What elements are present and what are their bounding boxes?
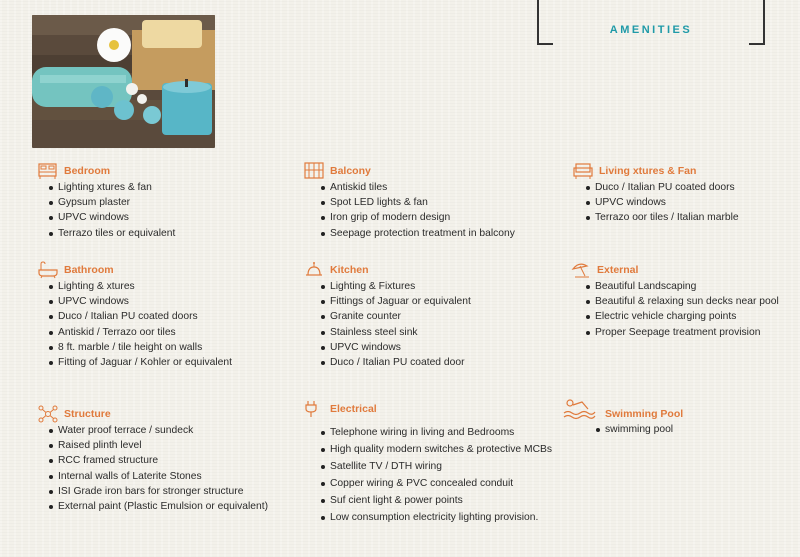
section-title: Kitchen <box>330 264 369 276</box>
amenities-title-frame <box>537 0 765 45</box>
page-title: AMENITIES <box>609 24 693 36</box>
list-item: Duco / Italian PU coated door <box>318 355 471 370</box>
list-item: Spot LED lights & fan <box>318 195 515 210</box>
bathtub-icon <box>38 261 58 279</box>
list-item: Terrazo oor tiles / Italian marble <box>583 210 739 225</box>
list-item: Raised plinth level <box>46 438 268 453</box>
list-item: swimming pool <box>593 422 683 437</box>
section-title: Living xtures & Fan <box>599 165 697 177</box>
list-item: Iron grip of modern design <box>318 210 515 225</box>
umbrella-icon <box>571 261 591 279</box>
kitchen-icon <box>304 261 324 279</box>
list-item: Fitting of Jaguar / Kohler or equivalent <box>46 355 232 370</box>
section-title: Balcony <box>330 165 371 177</box>
frame-corner-right <box>749 43 765 45</box>
list-item: Lighting xtures & fan <box>46 180 175 195</box>
section-title: Electrical <box>330 403 377 415</box>
list-item: Electric vehicle charging points <box>583 309 779 324</box>
list-item: Lighting & xtures <box>46 279 232 294</box>
bed-icon <box>38 162 58 180</box>
list-item: ISI Grade iron bars for stronger structure <box>46 484 268 499</box>
section-swimming-pool <box>562 398 683 437</box>
structure-icon <box>38 405 58 423</box>
list-item: Granite counter <box>318 309 471 324</box>
list-item: Gypsum plaster <box>46 195 175 210</box>
list-item: Low consumption electricity lighting provision. <box>318 510 552 527</box>
list-item: Proper Seepage treatment provision <box>583 325 779 340</box>
section-structure <box>38 406 268 514</box>
sofa-icon <box>573 162 593 180</box>
list-item: UPVC windows <box>318 340 471 355</box>
plug-icon <box>304 400 324 418</box>
list-item: Telephone wiring in living and Bedrooms <box>318 425 552 442</box>
section-living <box>573 163 739 226</box>
swimmer-icon <box>562 398 596 420</box>
list-item: UPVC windows <box>583 195 739 210</box>
list-item: Beautiful & relaxing sun decks near pool <box>583 294 779 309</box>
list-item: Satellite TV / DTH wiring <box>318 459 552 476</box>
list-item: Stainless steel sink <box>318 325 471 340</box>
spa-image <box>32 15 215 148</box>
list-item: UPVC windows <box>46 294 232 309</box>
list-item: Fittings of Jaguar or equivalent <box>318 294 471 309</box>
list-item: RCC framed structure <box>46 453 268 468</box>
frame-corner-left <box>537 43 553 45</box>
list-item: Lighting & Fixtures <box>318 279 471 294</box>
list-item: High quality modern switches & protective MCBs <box>318 442 552 459</box>
list-item: Beautiful Landscaping <box>583 279 779 294</box>
section-title: Bedroom <box>64 165 111 177</box>
section-external <box>571 262 779 340</box>
section-title: Bathroom <box>64 264 114 276</box>
section-balcony <box>304 163 515 241</box>
section-kitchen <box>304 262 471 370</box>
list-item: 8 ft. marble / tile height on walls <box>46 340 232 355</box>
list-item: UPVC windows <box>46 210 175 225</box>
section-bathroom <box>38 262 232 370</box>
spa-photo <box>32 15 215 148</box>
list-item: External paint (Plastic Emulsion or equivalent) <box>46 499 268 514</box>
section-title: Structure <box>64 408 111 420</box>
list-item: Water proof terrace / sundeck <box>46 423 268 438</box>
list-item: Antiskid tiles <box>318 180 515 195</box>
list-item: Suf cient light & power points <box>318 493 552 510</box>
section-bedroom <box>38 163 175 241</box>
section-electrical <box>304 401 552 526</box>
list-item: Terrazo tiles or equivalent <box>46 226 175 241</box>
list-item: Copper wiring & PVC concealed conduit <box>318 476 552 493</box>
list-item: Antiskid / Terrazo oor tiles <box>46 325 232 340</box>
list-item: Internal walls of Laterite Stones <box>46 469 268 484</box>
list-item: Duco / Italian PU coated doors <box>583 180 739 195</box>
section-title: External <box>597 264 639 276</box>
section-title: Swimming Pool <box>605 408 684 420</box>
list-item: Duco / Italian PU coated doors <box>46 309 232 324</box>
list-item: Seepage protection treatment in balcony <box>318 226 515 241</box>
balcony-icon <box>304 162 324 180</box>
